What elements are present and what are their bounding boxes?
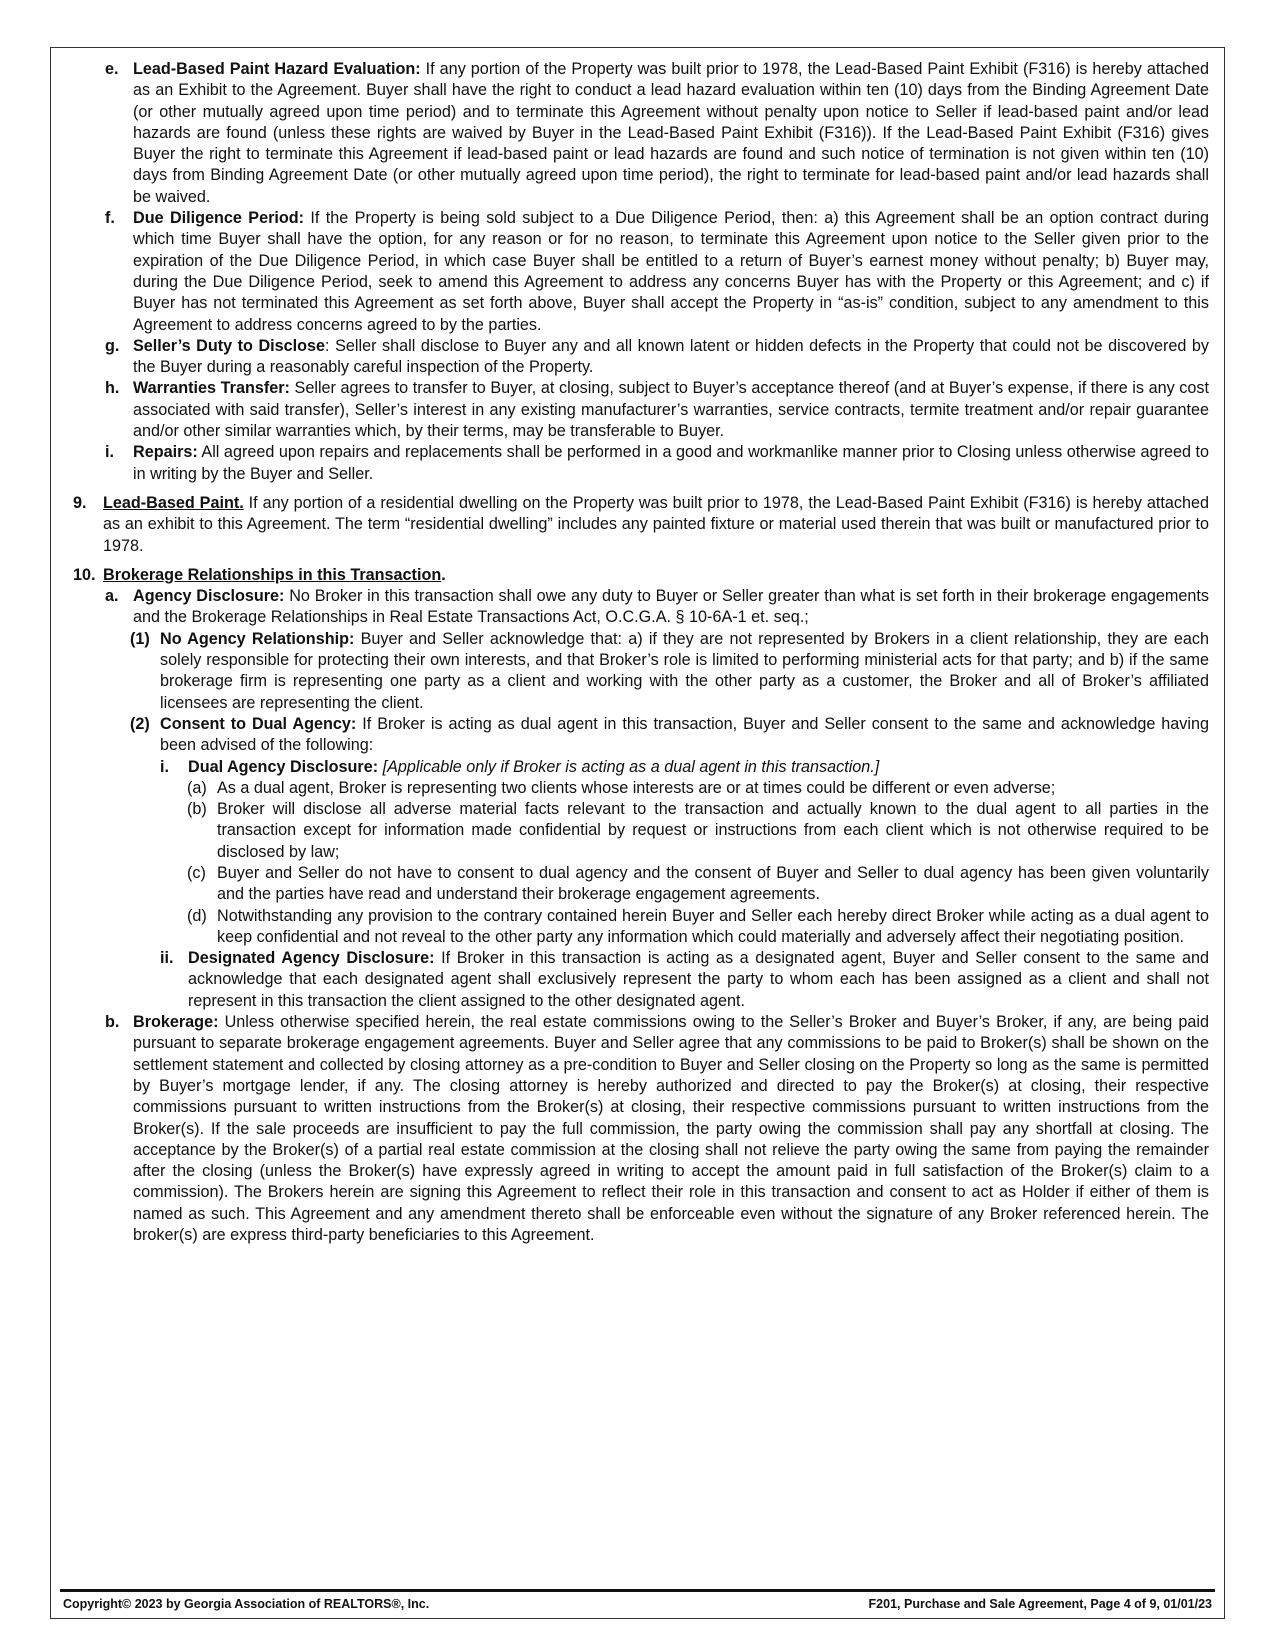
item-text: If the Property is being sold subject to a Due Diligence Period, then: a) this Agreement shall be an option contract during which time Buyer shall have the option, for any reason or for no reason, to terminate this Agreement upon notice to the Seller given prior to the expiration of the Due Diligence Period, in which case Buyer shall be entitled to a return of Buyer’s earnest money without penalty; b) Buyer may, during the Due Diligence Period, seek to amend this Agreement to address any concerns Buyer has with the Property or this Agreement; and c) if Buyer has not terminated this Agreement as set forth above, Buyer shall accept the Property in “as-is” condition, subject to any amendment to this Agreement to address concerns agreed to by the parties.: [133, 209, 1209, 334]
item-label: h.: [105, 379, 120, 398]
clause-c: [187, 863, 1209, 906]
clause-ii-designated-agency: [160, 948, 1209, 1012]
section-heading: Lead-Based Paint.: [103, 493, 244, 512]
item-heading: Due Diligence Period:: [133, 209, 305, 228]
clause-text: [Applicable only if Broker is acting as a dual agent in this transaction.]: [382, 757, 880, 776]
clause-text: If Broker in this transaction is acting as a designated agent, Buyer and Seller consent to the same and acknowledge that each designated agent shall exclusively represent the party to whom each has been assigned as a client and shall not represent in this transaction the client assigned to the other designated agent.: [188, 949, 1209, 1010]
clause-label: (d): [187, 906, 207, 925]
item-heading: Brokerage:: [133, 1013, 219, 1032]
clause-heading: Dual Agency Disclosure:: [188, 757, 379, 776]
item-e-lead-based-paint-hazard: [105, 59, 1209, 208]
item-text: Seller agrees to transfer to Buyer, at closing, subject to Buyer’s acceptance thereof (and at Buyer’s expense, if there is any cost associated with said transfer), Seller’s interest in any existing manufacturer’s warranties, service contracts, termite treatment and/or repair guarantee and/or other similar warranties which, by their terms, may be transferable to Buyer.: [133, 379, 1209, 441]
clause-label: (a): [187, 778, 207, 797]
footer-form-info: F201, Purchase and Sale Agreement, Page 4 of 9, 01/01/23: [868, 1597, 1212, 1611]
clause-heading: Designated Agency Disclosure:: [188, 949, 435, 968]
section-text: If any portion of a residential dwelling on the Property was built prior to 1978, the Lead-Based Paint Exhibit (F316) is hereby attached as an exhibit to this Agreement. The term “residential dwelling” includes any painted fixture or material used therein that was built or manufactured prior to 1978.: [103, 493, 1209, 555]
clause-text: Buyer and Seller do not have to consent to dual agency and the consent of Buyer and Seller to dual agency has been given voluntarily and the parties have read and understand their brokerage engagement agreements.: [217, 863, 1209, 904]
item-text: No Broker in this transaction shall owe any duty to Buyer or Seller greater than what is set forth in their brokerage engagements and the Brokerage Relationships in Real Estate Transactions Act, O.C.G.A. § 10-6A-1 et. seq.;: [133, 587, 1209, 627]
item-f-due-diligence: [105, 208, 1209, 336]
item-label: i.: [105, 443, 114, 462]
item-h-warranties: [105, 378, 1209, 442]
clause-i-dual-agency-disclosure: [160, 757, 1209, 778]
clause-label: (b): [187, 800, 207, 819]
section-9-lead-based-paint: [73, 493, 1209, 557]
item-text: All agreed upon repairs and replacements shall be performed in a good and workmanlike manner prior to Closing unless otherwise agreed to in writing by the Buyer and Seller.: [133, 443, 1209, 483]
section-number: 9.: [73, 493, 87, 512]
item-heading: Repairs:: [133, 443, 198, 462]
item-heading: Lead-Based Paint Hazard Evaluation:: [133, 60, 421, 78]
clause-label: i.: [160, 757, 169, 776]
subitem-heading: No Agency Relationship:: [160, 629, 355, 648]
item-heading: Agency Disclosure:: [133, 587, 285, 606]
item-heading: Warranties Transfer:: [133, 379, 290, 398]
clause-label: ii.: [160, 949, 174, 968]
section-10-brokerage: 10. Brokerage Relationships in this Transaction.: [73, 565, 1209, 586]
item-label: a.: [105, 587, 119, 606]
item-heading: Seller’s Duty to Disclose: [133, 336, 326, 355]
item-g-seller-duty: [105, 336, 1209, 379]
clause-a: [187, 778, 1209, 799]
subitem-1-no-agency: [130, 629, 1209, 714]
clause-text: As a dual agent, Broker is representing two clients whose interests are or at times could be different or even adverse;: [217, 778, 1056, 797]
document-body: [73, 59, 1209, 1246]
subitem-label: (1): [130, 629, 150, 648]
subitem-label: (2): [130, 714, 150, 733]
item-i-repairs: [105, 442, 1209, 485]
item-label: e.: [105, 60, 119, 78]
clause-label: (c): [187, 863, 206, 882]
clause-text: Notwithstanding any provision to the contrary contained herein Buyer and Seller each hereby direct Broker while acting as a dual agent to keep confidential and not reveal to the other party any information which could materially and adversely affect their negotiating position.: [217, 906, 1209, 946]
clause-d: [187, 906, 1209, 949]
footer-divider: [60, 1589, 1215, 1592]
section-heading: Brokerage Relationships in this Transaction: [103, 565, 442, 584]
subitem-text: If Broker is acting as dual agent in this transaction, Buyer and Seller consent to the same and acknowledge having been advised of the following:: [160, 714, 1209, 755]
item-text: Unless otherwise specified herein, the real estate commissions owing to the Seller’s Broker and Buyer’s Broker, if any, are being paid pursuant to separate brokerage engagement agreements. Buyer and Seller agree that any commissions to be paid to Broker(s) shall be shown on the settlement statement and collected by closing attorney as a pre-condition to Buyer and Seller closing on the Property so long as the same is permitted by Buyer’s mortgage lender, if any. The closing attorney is hereby authorized and directed to pay the Broker(s) at closing, their respective commissions pursuant to written instructions from the Broker(s) at closing, their respective commissions pursuant to written instructions from the Broker(s). If the sale proceeds are insufficient to pay the full commission, the party owing the commission shall pay any shortfall at closing. The acceptance by the Broker(s) of a partial real estate commission at the closing shall not relieve the party owing the same from paying the remainder after the closing (unless the Broker(s) have expressly agreed in writing to accept the amount paid in full satisfaction of the Broker(s) claim to a commission). The Brokers herein are signing this Agreement to reflect their role in this transaction and consent to act as Holder if either of them is named as such. This Agreement and any amendment thereto shall be enforceable even without the signature of any Broker referenced herein. The broker(s) are express third-party beneficiaries to this Agreement.: [133, 1013, 1209, 1245]
item-text: : Seller shall disclose to Buyer any and all known latent or hidden defects in the Property that could not be discovered by the Buyer during a reasonably careful inspection of the Property.: [133, 336, 1209, 377]
subitem-2-dual-agency: [130, 714, 1209, 757]
item-label: f.: [105, 209, 115, 228]
item-label: g.: [105, 336, 120, 355]
subitem-heading: Consent to Dual Agency:: [160, 714, 357, 733]
clause-text: Broker will disclose all adverse material facts relevant to the transaction and actually known to the dual agent to all parties in the transaction except for information made confidential by request or instructions from each client which is not otherwise required to be disclosed by law;: [217, 800, 1209, 861]
item-b-brokerage: [105, 1012, 1209, 1246]
item-label: b.: [105, 1013, 120, 1032]
item-text: If any portion of the Property was built prior to 1978, the Lead-Based Paint Exhibit (F316) is hereby attached as an Exhibit to the Agreement. Buyer shall have the right to conduct a lead hazard evaluation within ten (10) days from the Binding Agreement Date (or other mutually agreed upon time period) and to terminate this Agreement without penalty upon notice to Seller if lead-based paint and/or lead hazards are found (unless these rights are waived by Buyer in the Lead-Based Paint Exhibit (F316)). If the Lead-Based Paint Exhibit (F316) gives Buyer the right to terminate this Agreement if lead-based paint or lead hazards are found and such notice of termination is not given within ten (10) days from Binding Agreement Date (or other mutually agreed upon time period), the right to terminate for lead-based paint and/or lead hazards shall be waived.: [133, 60, 1209, 206]
footer-copyright: Copyright© 2023 by Georgia Association of REALTORS®, Inc.: [63, 1597, 430, 1611]
subitem-text: Buyer and Seller acknowledge that: a) if they are not represented by Brokers in a client relationship, they are each solely responsible for protecting their own interests, and that Broker’s role is limited to performing ministerial acts for that party; and b) if the same brokerage firm is representing one party as a client and working with the other party as a customer, the Broker and all of Broker’s affiliated licensees are representing the client.: [160, 629, 1209, 712]
clause-b: [187, 799, 1209, 863]
section-number: 10.: [73, 565, 96, 584]
item-a-agency-disclosure: [105, 586, 1209, 629]
